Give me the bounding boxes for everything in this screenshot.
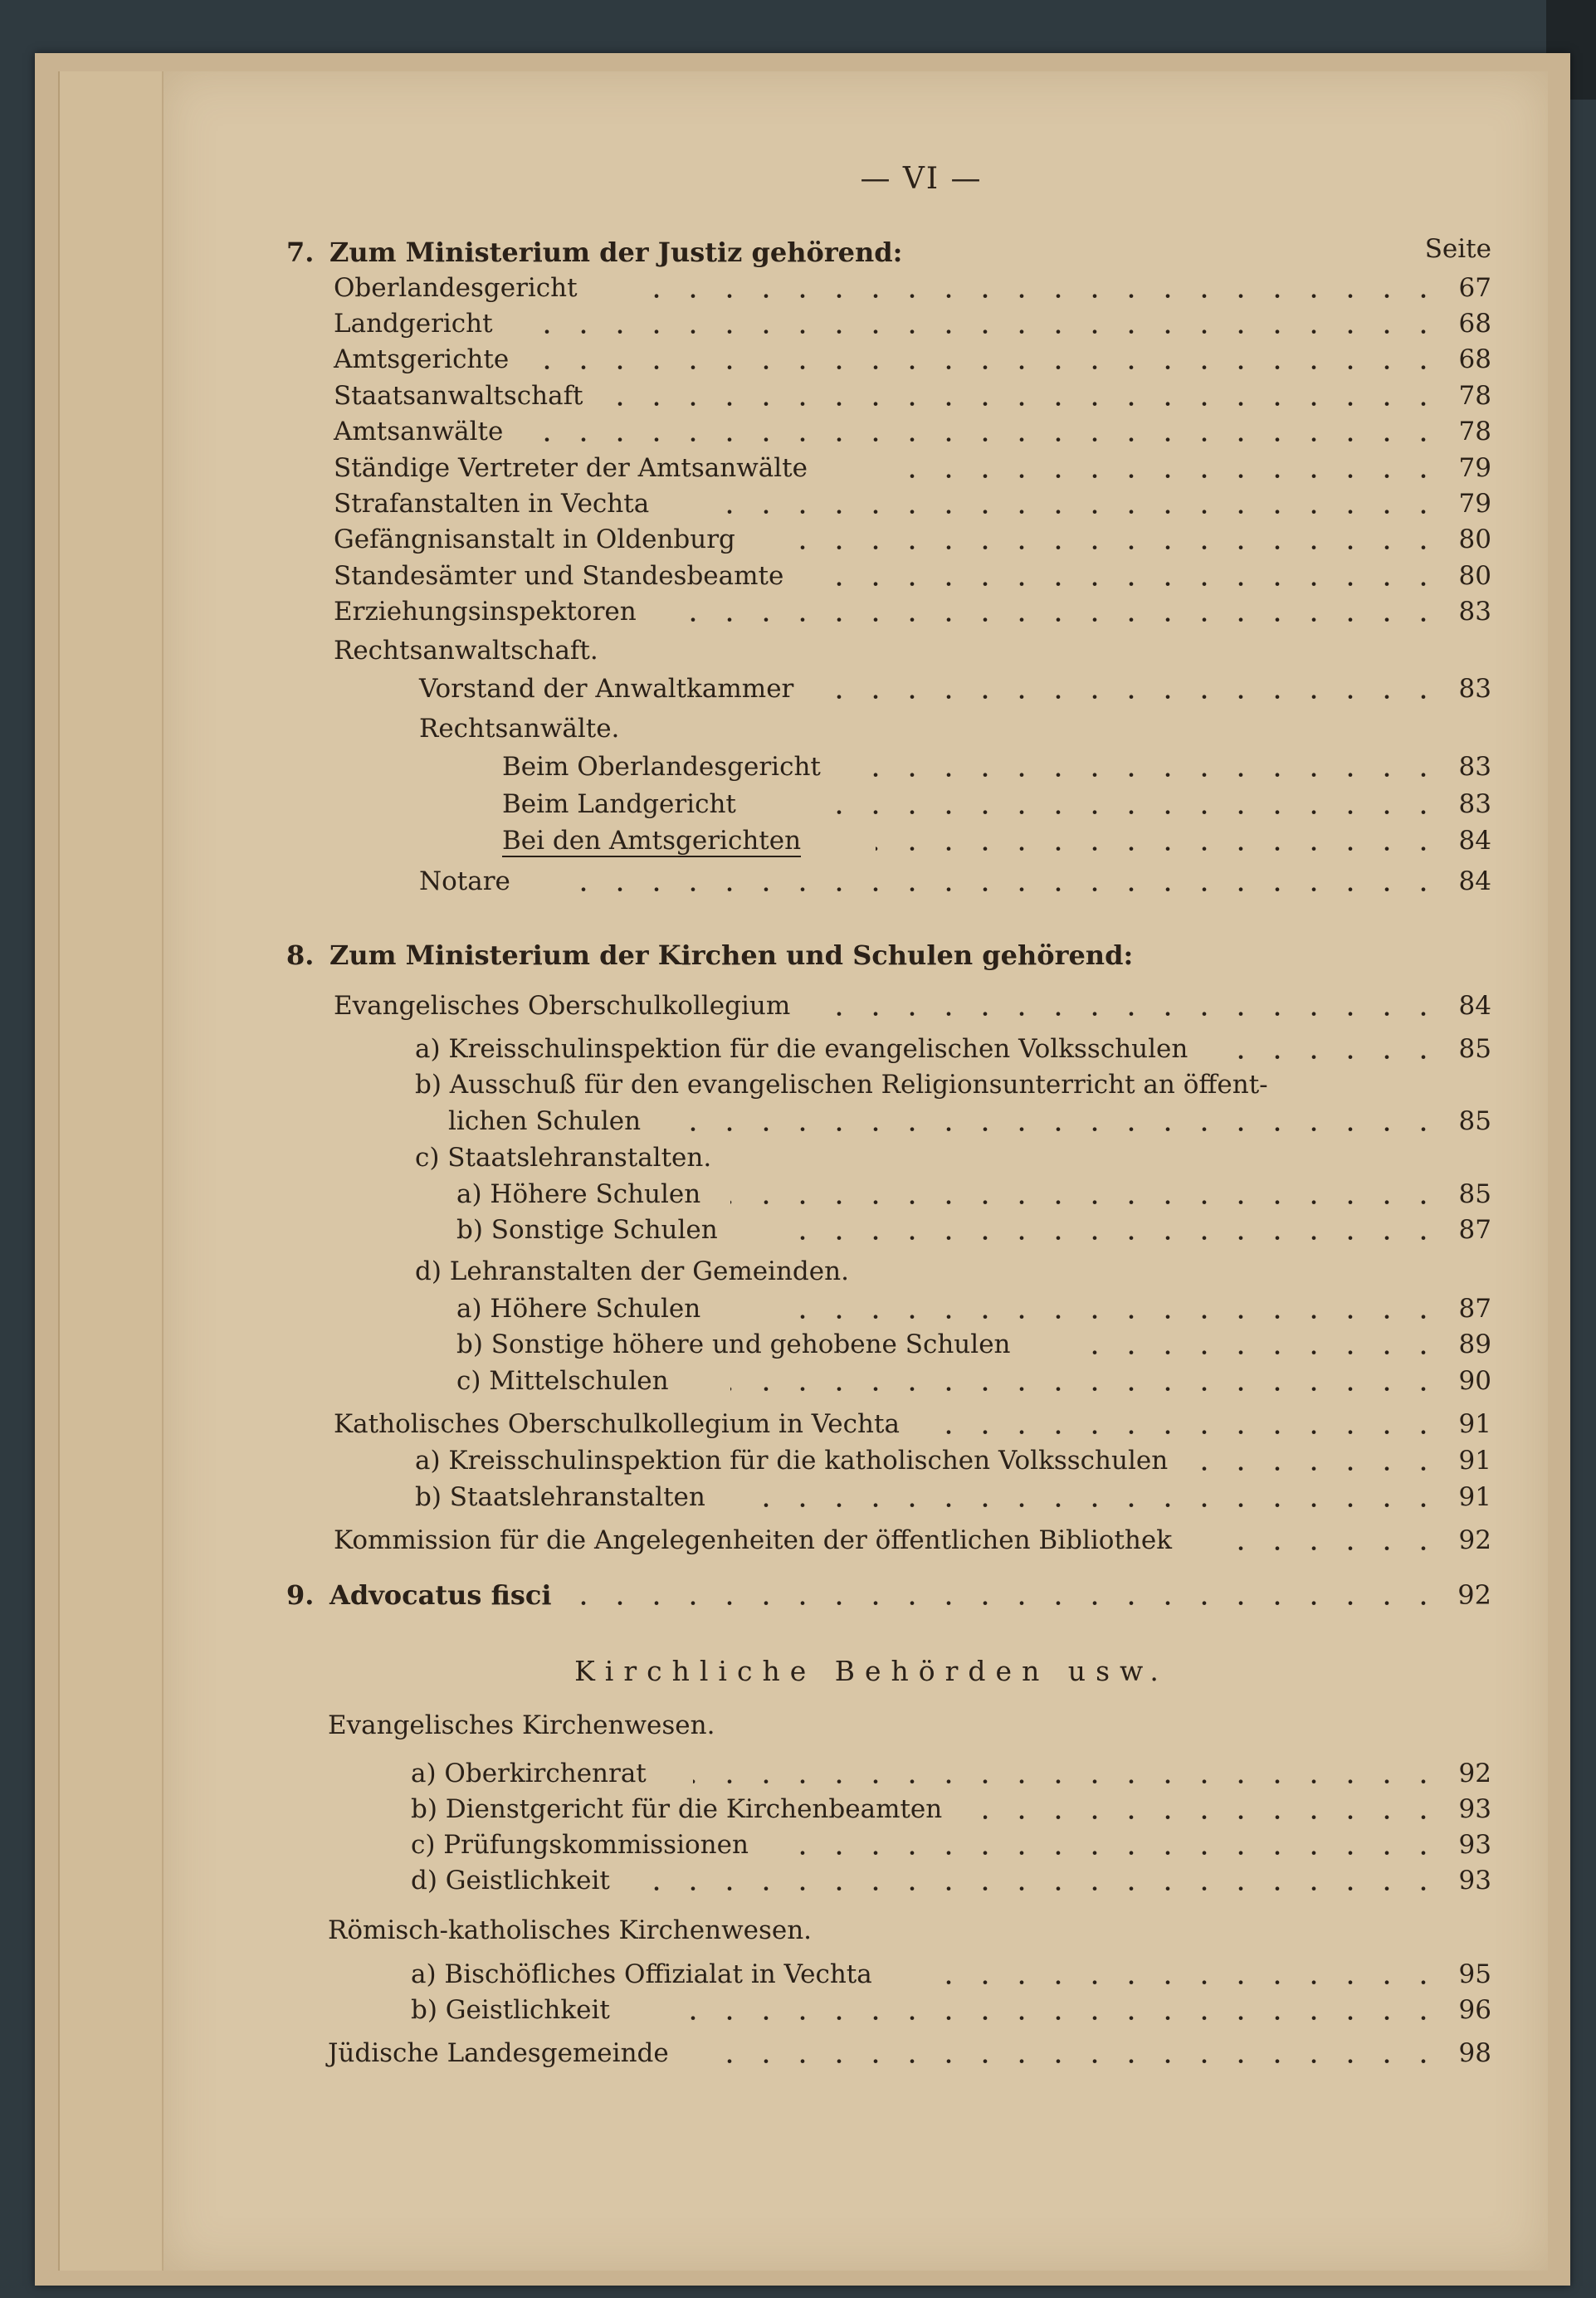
leader-dots xyxy=(624,270,1442,306)
leader-dots xyxy=(660,1992,1442,2028)
entry-page: 90 xyxy=(1458,1366,1491,1396)
entry-label: Katholisches Oberschulkollegium in Vechta xyxy=(334,1409,900,1439)
entry-page: 84 xyxy=(1458,826,1491,856)
entry-label: b) Sonstige Schulen xyxy=(456,1215,718,1245)
entry-label: a) Oberkirchenrat xyxy=(411,1759,647,1788)
entry-label: Standesämter und Standesbeamte xyxy=(334,561,784,591)
toc-subheading: Rechtsanwälte. xyxy=(419,714,620,744)
church-section-title: Kirchliche Behörden usw. xyxy=(574,1655,1169,1687)
entry-label: Notare xyxy=(419,866,510,896)
entry-page: 68 xyxy=(1458,344,1491,374)
toc-entry xyxy=(334,378,1491,414)
toc-entry xyxy=(411,1827,1491,1863)
leader-dots xyxy=(560,1577,1442,1613)
section-heading xyxy=(286,233,902,271)
toc-entry xyxy=(334,450,1491,486)
entry-label: Amtsanwälte xyxy=(334,417,504,446)
section-number: 8. xyxy=(286,939,315,971)
entry-page: 93 xyxy=(1458,1866,1491,1895)
section-heading xyxy=(286,936,1133,974)
entry-page: 85 xyxy=(1458,1034,1491,1064)
section-title: Advocatus fisci xyxy=(329,1579,552,1611)
toc-entry xyxy=(334,413,1491,450)
entry-label: Strafanstalten in Vechta xyxy=(334,489,650,519)
entry-label: Ständige Vertreter der Amtsanwälte xyxy=(334,453,808,483)
entry-page: 93 xyxy=(1458,1794,1491,1824)
leader-dots xyxy=(772,1290,1442,1327)
entry-page: 78 xyxy=(1458,381,1491,411)
leader-dots xyxy=(730,1363,1442,1399)
entry-label: a) Kreisschulinspektion für die katholischen Volksschulen xyxy=(415,1446,1169,1476)
entry-label: d) Geistlichkeit xyxy=(411,1866,610,1895)
entry-page: 83 xyxy=(1458,789,1491,819)
leader-dots xyxy=(832,988,1442,1024)
toc-entry xyxy=(334,558,1491,594)
toc-entry xyxy=(334,1522,1491,1559)
entry-page: 83 xyxy=(1458,674,1491,704)
toc-entry xyxy=(419,671,1491,707)
leader-dots xyxy=(983,1791,1442,1827)
leader-dots xyxy=(818,786,1442,822)
leader-dots xyxy=(772,1212,1442,1248)
entry-page: 85 xyxy=(1458,1179,1491,1209)
page-column-label: Seite xyxy=(1424,234,1491,264)
leader-dots xyxy=(707,485,1442,522)
entry-page: 83 xyxy=(1458,597,1491,627)
toc-entry xyxy=(334,485,1491,522)
leader-dots xyxy=(823,558,1442,594)
entry-label: Beim Oberlandesgericht xyxy=(502,752,821,782)
toc-subheading: Rechtsanwaltschaft. xyxy=(334,636,598,666)
toc-subheading: Evangelisches Kirchenwesen. xyxy=(328,1710,715,1740)
toc-entry xyxy=(448,1103,1491,1139)
toc-entry xyxy=(502,822,1491,859)
entry-label: b) Staatslehranstalten xyxy=(415,1482,705,1512)
toc-entry xyxy=(415,1479,1491,1515)
entry-label: Landgericht xyxy=(334,309,493,339)
toc-entry xyxy=(415,1442,1491,1479)
leader-dots xyxy=(793,1827,1442,1863)
toc-subheading: d) Lehranstalten der Gemeinden. xyxy=(415,1256,849,1286)
toc-entry xyxy=(328,2035,1491,2071)
entry-page: 67 xyxy=(1458,273,1491,303)
toc-subheading: c) Staatslehranstalten. xyxy=(415,1143,712,1173)
entry-page: 87 xyxy=(1458,1294,1491,1324)
section-title: Zum Ministerium der Justiz gehörend: xyxy=(329,237,903,268)
toc-entry xyxy=(334,988,1491,1024)
leader-dots xyxy=(664,1103,1442,1139)
toc-entry xyxy=(411,1862,1491,1899)
entry-label: b) Sonstige höhere und gehobene Schulen xyxy=(456,1330,1011,1359)
leader-dots xyxy=(541,413,1442,450)
entry-page: 93 xyxy=(1458,1830,1491,1860)
entry-page: 91 xyxy=(1458,1446,1491,1476)
entry-page: 83 xyxy=(1458,752,1491,782)
leader-dots xyxy=(682,593,1442,630)
entry-label: Evangelisches Oberschulkollegium xyxy=(334,991,791,1021)
leader-dots xyxy=(940,1406,1442,1442)
entry-page: 92 xyxy=(1458,1525,1491,1555)
entry-label: Bei den Amtsgerichten xyxy=(502,826,802,856)
entry-label: a) Höhere Schulen xyxy=(456,1294,701,1324)
entry-page: 89 xyxy=(1458,1330,1491,1359)
entry-page: 68 xyxy=(1458,309,1491,339)
entry-page: 79 xyxy=(1458,489,1491,519)
entry-page: 91 xyxy=(1458,1482,1491,1512)
leader-dots xyxy=(1230,1522,1442,1559)
entry-label: Oberlandesgericht xyxy=(334,273,578,303)
leader-dots xyxy=(876,822,1442,859)
section-number: 7. xyxy=(286,237,315,268)
toc-entry xyxy=(456,1212,1491,1248)
entry-label: Vorstand der Anwaltkammer xyxy=(419,674,794,704)
toc-entry xyxy=(456,1290,1491,1327)
leader-dots xyxy=(1062,1326,1442,1363)
entry-page: 84 xyxy=(1458,866,1491,896)
leader-dots xyxy=(730,1176,1442,1212)
entry-page: 85 xyxy=(1458,1106,1491,1136)
leader-dots xyxy=(569,863,1442,900)
entry-page: 96 xyxy=(1458,1995,1491,2025)
leader-dots xyxy=(1187,1442,1442,1479)
entry-label: a) Höhere Schulen xyxy=(456,1179,701,1209)
entry-label: lichen Schulen xyxy=(448,1106,642,1136)
entry-label: b) Geistlichkeit xyxy=(411,1995,610,2025)
toc-subheading: Römisch-katholisches Kirchenwesen. xyxy=(328,1915,813,1945)
entry-label: a) Kreisschulinspektion für die evangelischen Volksschulen xyxy=(415,1034,1188,1064)
leader-dots xyxy=(834,671,1442,707)
leader-dots xyxy=(516,305,1442,342)
toc-entry xyxy=(411,1755,1491,1792)
entry-page: 95 xyxy=(1458,1959,1491,1989)
entry-page: 80 xyxy=(1458,524,1491,554)
toc-entry xyxy=(456,1326,1491,1363)
entry-label: c) Mittelschulen xyxy=(456,1366,669,1396)
toc-entry xyxy=(415,1031,1491,1067)
section-number: 9. xyxy=(286,1579,315,1611)
entry-page: 92 xyxy=(1458,1759,1491,1788)
toc-entry xyxy=(334,1406,1491,1442)
entry-label: Beim Landgericht xyxy=(502,789,736,819)
entry-page: 78 xyxy=(1458,417,1491,446)
toc-entry xyxy=(456,1176,1491,1212)
leader-dots xyxy=(1237,1031,1442,1067)
toc-entry xyxy=(334,270,1491,306)
toc-entry xyxy=(334,305,1491,342)
toc-entry xyxy=(334,593,1491,630)
leader-dots xyxy=(925,1956,1442,1993)
leader-dots xyxy=(747,1479,1442,1515)
entry-label: b) Dienstgericht für die Kirchenbeamten xyxy=(411,1794,943,1824)
entry-page: 84 xyxy=(1458,991,1491,1021)
entry-label: Kommission für die Angelegenheiten der öffentlichen Bibliothek xyxy=(334,1525,1173,1555)
entry-page: 92 xyxy=(1457,1579,1491,1611)
entry-page: 98 xyxy=(1458,2038,1491,2068)
leader-dots xyxy=(652,1862,1442,1899)
entry-label: Jüdische Landesgemeinde xyxy=(328,2038,669,2068)
entry-page: 91 xyxy=(1458,1409,1491,1439)
leader-dots xyxy=(794,521,1442,558)
leader-dots xyxy=(867,749,1442,785)
entry-page: 87 xyxy=(1458,1215,1491,1245)
entry-label: a) Bischöfliches Offizialat in Vechta xyxy=(411,1959,872,1989)
entry-label: Amtsgerichte xyxy=(334,344,510,374)
page-number-header: — VI — xyxy=(860,162,983,196)
leader-dots xyxy=(525,341,1442,378)
leader-dots xyxy=(890,450,1442,486)
entry-label: Erziehungsinspektoren xyxy=(334,597,637,627)
leader-dots xyxy=(693,1755,1442,1792)
toc-entry xyxy=(456,1363,1491,1399)
toc-entry xyxy=(502,786,1491,822)
section-title: Zum Ministerium der Kirchen und Schulen gehörend: xyxy=(329,939,1134,971)
toc-section-entry xyxy=(286,1577,1491,1613)
toc-entry xyxy=(334,521,1491,558)
entry-label: Gefängnisanstalt in Oldenburg xyxy=(334,524,735,554)
toc-entry-continued: b) Ausschuß für den evangelischen Religionsunterricht an öffent- xyxy=(415,1070,1268,1100)
toc-entry xyxy=(419,863,1491,900)
entry-page: 80 xyxy=(1458,561,1491,591)
entry-page: 79 xyxy=(1458,453,1491,483)
toc-entry xyxy=(411,1791,1491,1827)
leader-dots xyxy=(616,378,1442,414)
toc-entry xyxy=(502,749,1491,785)
toc-entry xyxy=(411,1992,1491,2028)
toc-entry xyxy=(334,341,1491,378)
toc-entry xyxy=(411,1956,1491,1993)
leader-dots xyxy=(718,2035,1442,2071)
entry-label: c) Prüfungskommissionen xyxy=(411,1830,749,1860)
entry-label: Staatsanwaltschaft xyxy=(334,381,583,411)
